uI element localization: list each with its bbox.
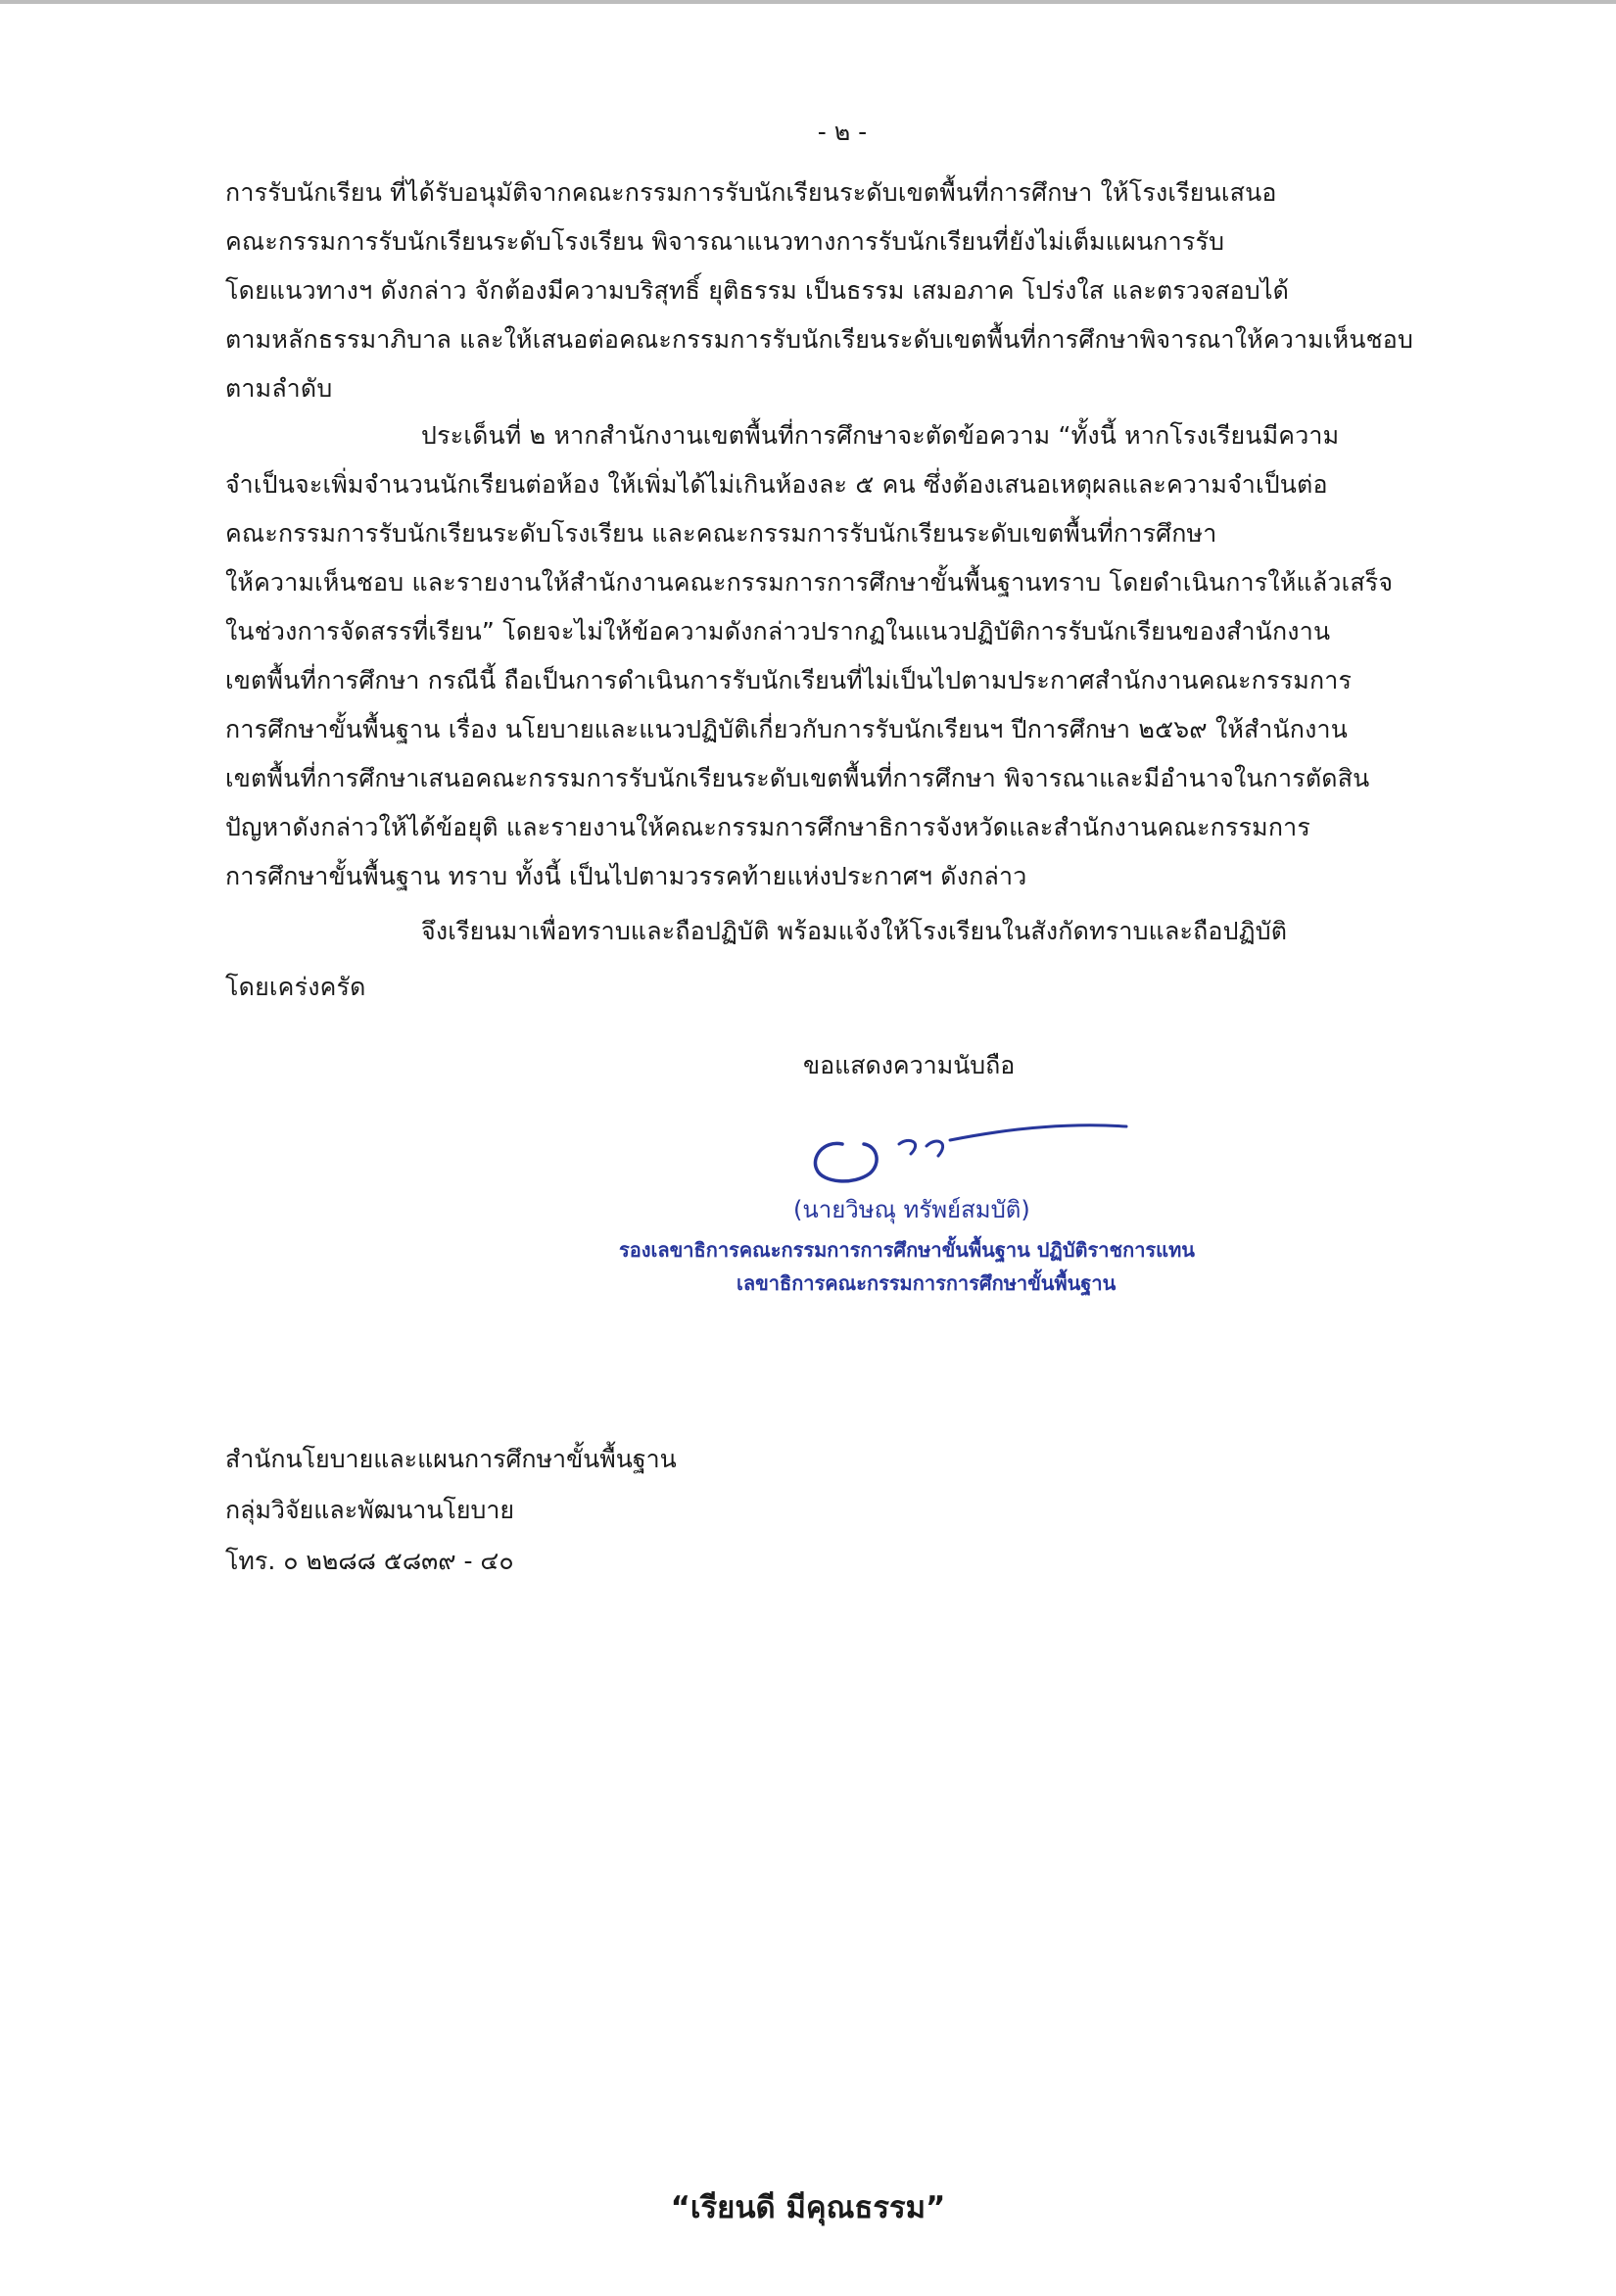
body-line: ปัญหาดังกล่าวให้ได้ข้อยุติ และรายงานให้คณะกรรมการศึกษาธิการจังหวัดและสำนักงานคณะกรรมการ [225,813,1311,841]
signatory-title: รองเลขาธิการคณะกรรมการการศึกษาขั้นพื้นฐาน ปฏิบัติราชการแทน [619,1238,1195,1262]
body-line: คณะกรรมการรับนักเรียนระดับโรงเรียน และคณะกรรมการรับนักเรียนระดับเขตพื้นที่การศึกษา [225,519,1217,548]
office-group: กลุ่มวิจัยและพัฒนานโยบาย [225,1496,515,1524]
closing-salutation: ขอแสดงความนับถือ [803,1051,1016,1079]
body-line: เขตพื้นที่การศึกษาเสนอคณะกรรมการรับนักเรียนระดับเขตพื้นที่การศึกษา พิจารณาและมีอำนาจในการตัดสิน [225,764,1370,792]
body-line: ในช่วงการจัดสรรที่เรียน” โดยจะไม่ให้ข้อความดังกล่าวปรากฏในแนวปฏิบัติการรับนักเรียนของสำนักงาน [225,617,1331,646]
signatory-name: (นายวิษณุ ทรัพย์สมบัติ) [793,1196,1030,1223]
conclusion-line-indented: จึงเรียนมาเพื่อทราบและถือปฏิบัติ พร้อมแจ้งให้โรงเรียนในสังกัดทราบและถือปฏิบัติ [421,917,1288,945]
body-line: ตามหลักธรรมาภิบาล และให้เสนอต่อคณะกรรมการรับนักเรียนระดับเขตพื้นที่การศึกษาพิจารณาให้ความเห็นชอบ [225,325,1414,354]
body-line: จำเป็นจะเพิ่มจำนวนนักเรียนต่อห้อง ให้เพิ่มได้ไม่เกินห้องละ ๕ คน ซึ่งต้องเสนอเหตุผลและความจำเป็นต่อ [225,470,1328,499]
body-line: เขตพื้นที่การศึกษา กรณีนี้ ถือเป็นการดำเนินการรับนักเรียนที่ไม่เป็นไปตามประกาศสำนักงานคณะกรรมการ [225,666,1353,694]
body-line: การศึกษาขั้นพื้นฐาน เรื่อง นโยบายและแนวปฏิบัติเกี่ยวกับการรับนักเรียนฯ ปีการศึกษา ๒๕๖๙ ให้สำนักงาน [225,715,1349,743]
body-line: ให้ความเห็นชอบ และรายงานให้สำนักงานคณะกรรมการการศึกษาขั้นพื้นฐานทราบ โดยดำเนินการให้แล้วเสร็จ [225,568,1394,597]
body-line: การรับนักเรียน ที่ได้รับอนุมัติจากคณะกรรมการรับนักเรียนระดับเขตพื้นที่การศึกษา ให้โรงเรียนเสนอ [225,178,1277,207]
page-top-edge [0,0,1616,4]
office-phone: โทร. ๐ ๒๒๘๘ ๕๘๓๙ - ๔๐ [225,1547,514,1575]
page-number: - ๒ - [817,118,868,146]
office-name: สำนักนโยบายและแผนการศึกษาขั้นพื้นฐาน [225,1445,677,1473]
body-line: ตามลำดับ [225,374,333,403]
body-line: คณะกรรมการรับนักเรียนระดับโรงเรียน พิจารณาแนวทางการรับนักเรียนที่ยังไม่เต็มแผนการรับ [225,227,1225,256]
body-line: การศึกษาขั้นพื้นฐาน ทราบ ทั้งนี้ เป็นไปตามวรรคท้ายแห่งประกาศฯ ดังกล่าว [225,862,1027,890]
conclusion-line: โดยเคร่งครัด [225,973,366,1001]
handwritten-signature [803,1107,1136,1195]
signatory-title-secondary: เลขาธิการคณะกรรมการการศึกษาขั้นพื้นฐาน [737,1271,1117,1295]
body-line-indented: ประเด็นที่ ๒ หากสำนักงานเขตพื้นที่การศึกษาจะตัดข้อความ “ทั้งนี้ หากโรงเรียนมีความ [421,421,1340,450]
body-line: โดยแนวทางฯ ดังกล่าว จักต้องมีความบริสุทธิ์ ยุติธรรม เป็นธรรม เสมอภาค โปร่งใส และตรวจสอบได้ [225,276,1290,305]
footer-motto: “เรียนดี มีคุณธรรม” [670,2190,946,2225]
